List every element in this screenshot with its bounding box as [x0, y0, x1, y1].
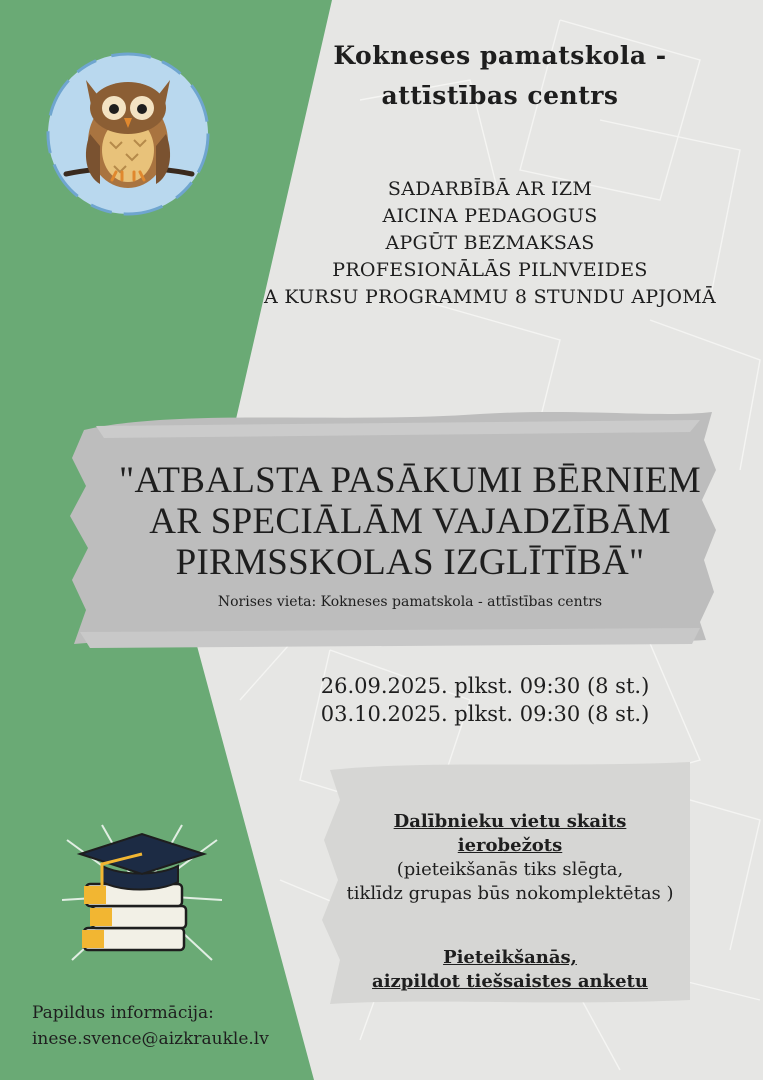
intro-line: PROFESIONĀLĀS PILNVEIDES [332, 259, 648, 281]
intro-line: SADARBĪBĀ AR IZM [387, 178, 593, 200]
signup-link[interactable] [300, 946, 720, 994]
invitation-text [200, 176, 763, 311]
date-line: 26.09.2025. plkst. 09:30 (8 st.) [320, 674, 650, 698]
intro-line: AICINA PEDAGOGUS [382, 205, 598, 227]
school-name-line-1: Kokneses pamatskola - [333, 41, 667, 70]
school-name [300, 36, 700, 116]
contact-info [32, 1000, 352, 1052]
intro-line: APGŪT BEZMAKSAS [385, 232, 595, 254]
signup-line[interactable]: aizpildot tiešsaistes anketu [372, 971, 648, 992]
graduation-cap-books-icon [62, 820, 222, 970]
course-title-line: PIRMSSKOLAS IZGLĪTĪBĀ" [175, 542, 645, 583]
date-line: 03.10.2025. plkst. 09:30 (8 st.) [320, 702, 650, 726]
contact-email[interactable]: inese.svence@aizkraukle.lv [32, 1029, 269, 1049]
intro-line: A KURSU PROGRAMMU 8 STUNDU APJOMĀ [263, 286, 716, 308]
course-title [110, 460, 710, 583]
school-name-line-2: attīstības centrs [381, 81, 619, 110]
owl-icon [44, 50, 212, 218]
places-heading-line: ierobežots [457, 835, 563, 856]
course-title-line: AR SPECIĀLĀM VAJADZĪBĀM [149, 501, 671, 542]
course-title-line: "ATBALSTA PASĀKUMI BĒRNIEM [119, 460, 701, 501]
course-dates [260, 672, 710, 728]
places-note-line: tiklīdz grupas būs nokomplektētas ) [346, 883, 674, 904]
venue-text: Norises vieta: Kokneses pamatskola - attīstības centrs [217, 594, 603, 610]
contact-label: Papildus informācija: [32, 1003, 214, 1023]
places-info [300, 810, 720, 906]
places-heading-line: Dalībnieku vietu skaits [393, 811, 627, 832]
places-note-line: (pieteikšanās tiks slēgta, [396, 859, 624, 880]
signup-line[interactable]: Pieteikšanās, [443, 947, 577, 968]
